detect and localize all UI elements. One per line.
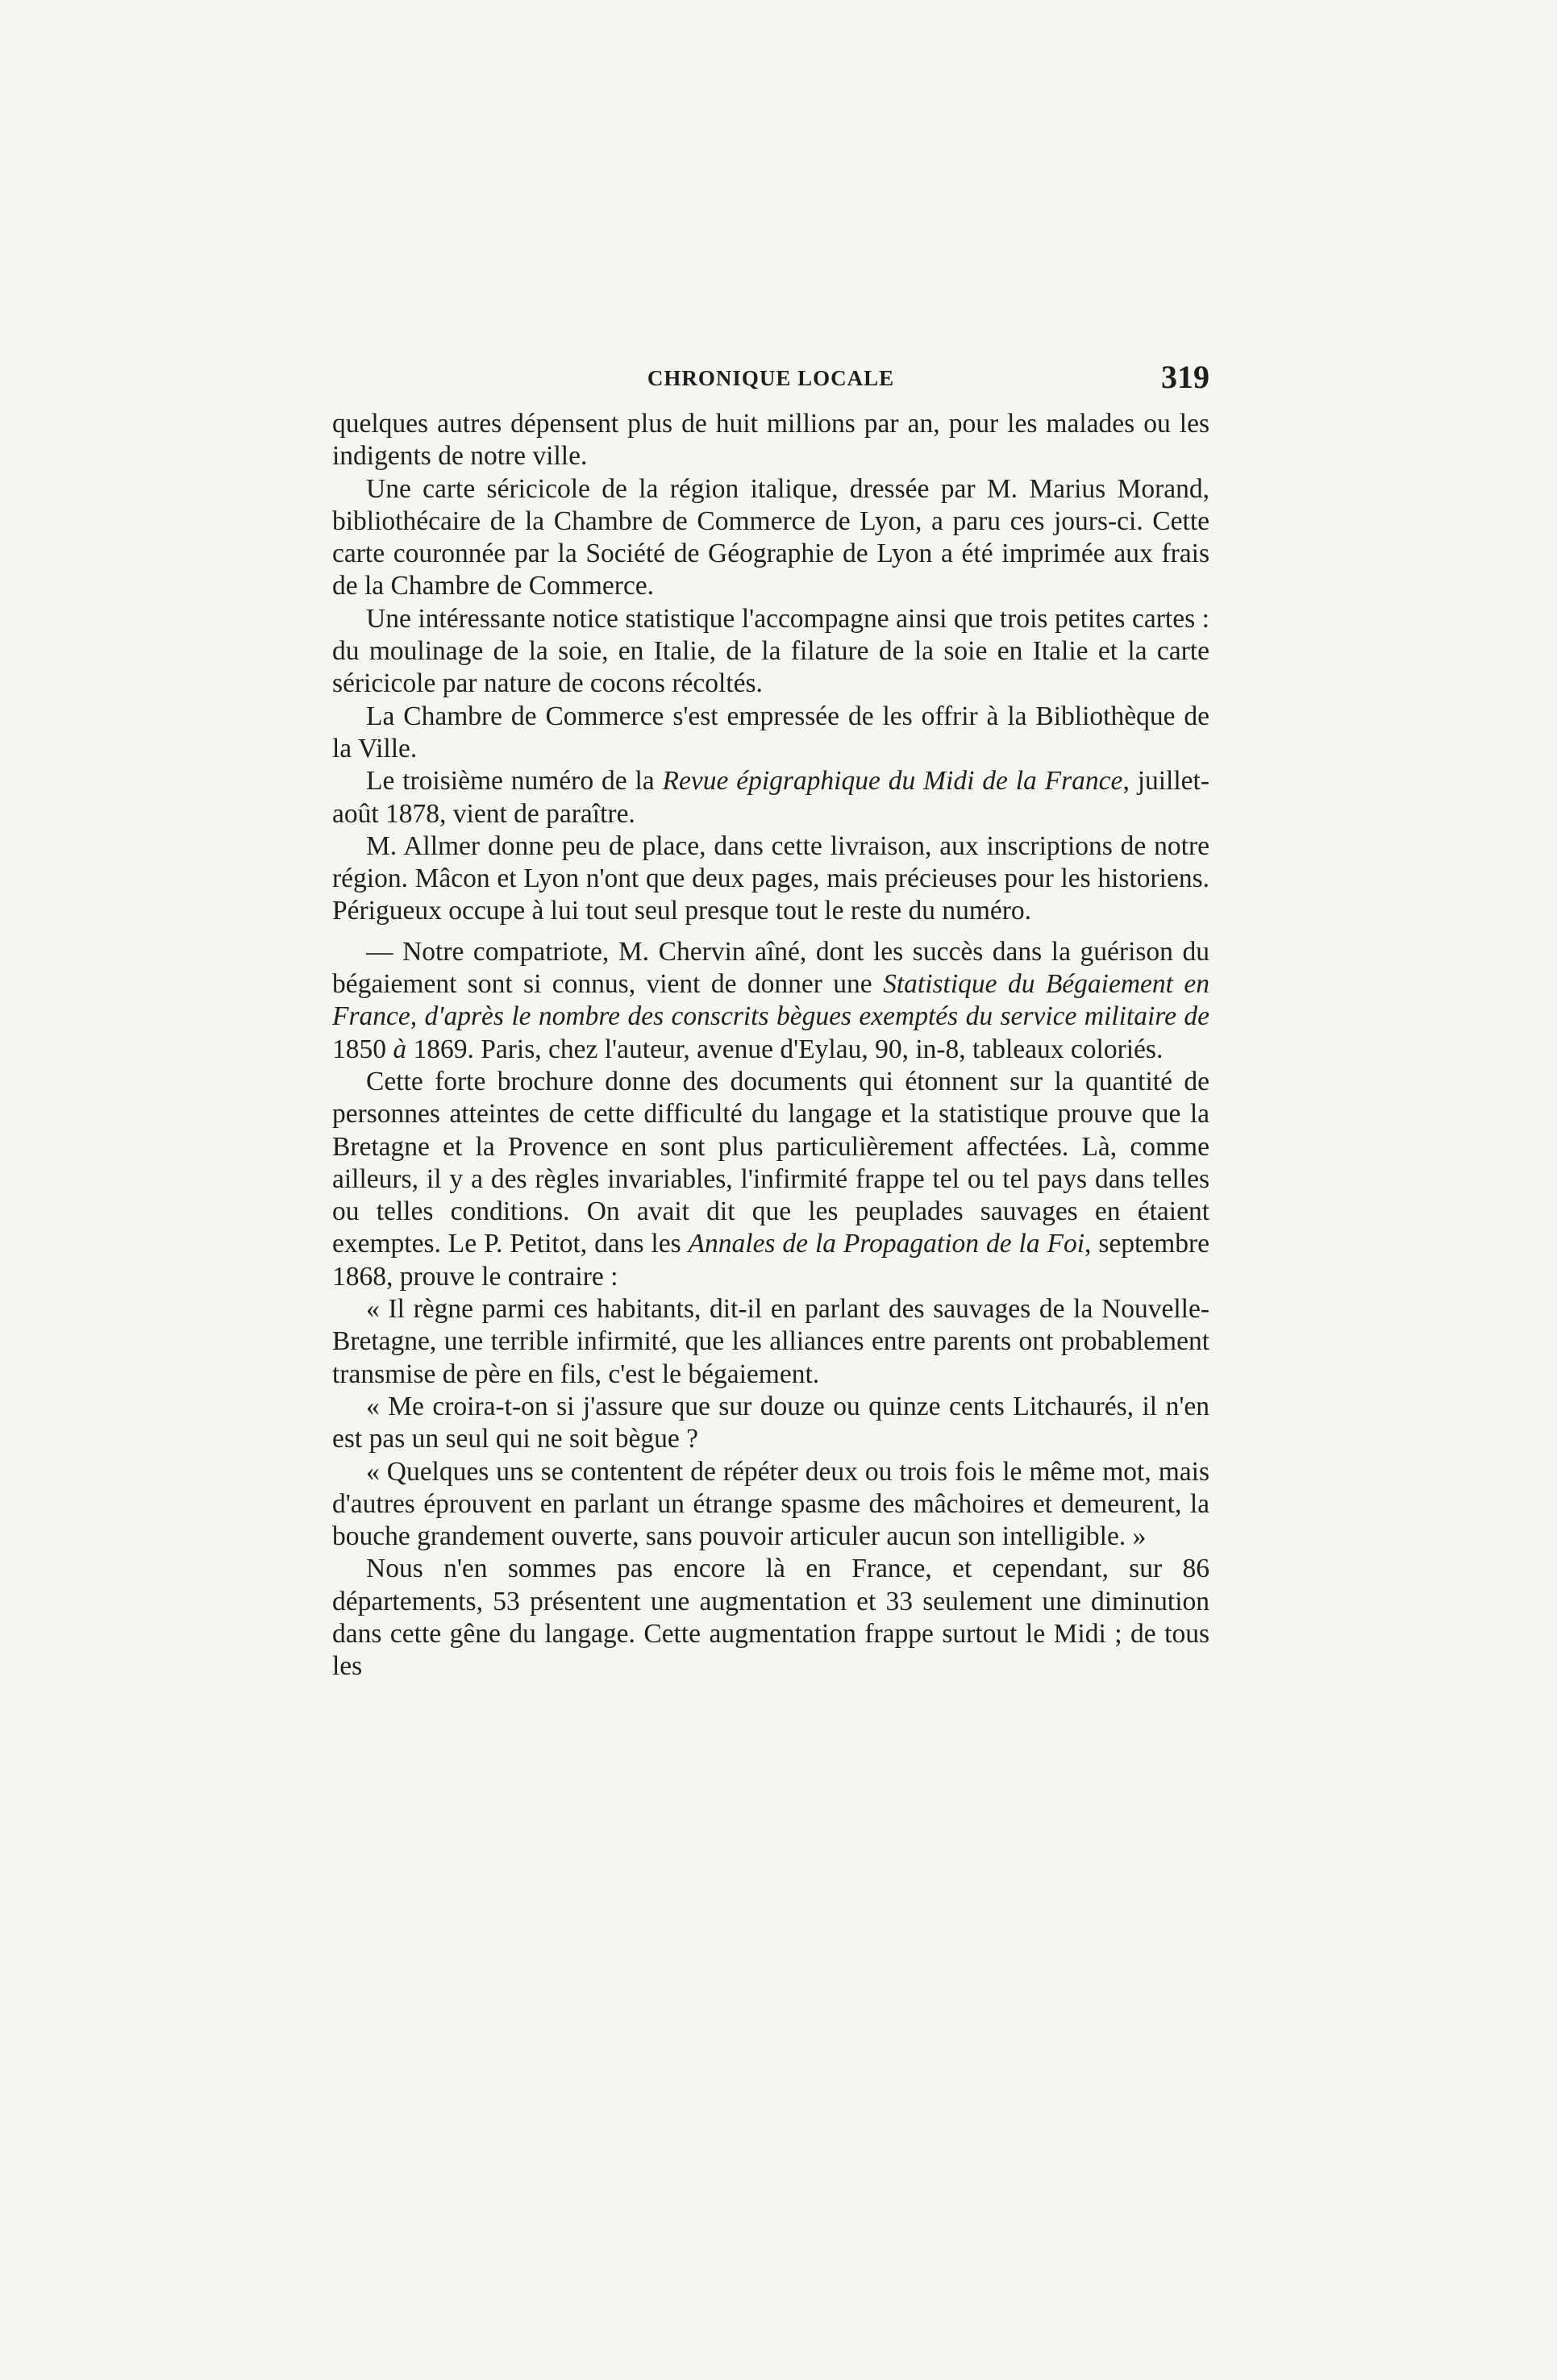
text-run: 1850: [332, 1034, 393, 1064]
text-run: , juillet-août 1878, vient de paraître.: [332, 766, 1210, 829]
text-run: , septembre 1868, prouve le contraire :: [332, 1229, 1209, 1292]
text-run: La Chambre de Commerce s'est empressée de les offrir à la Bibliothèque de la Ville.: [332, 701, 1209, 764]
paragraph: [332, 473, 1209, 603]
text-run: M. Allmer donne peu de place, dans cette livraison, aux inscriptions de notre région. Mâcon et Lyon n'ont que deux pages, mais précieuses pour les historiens. Périgueux occupe à lui tout seul presque tout le reste du numéro.: [332, 830, 1209, 926]
paragraph: [332, 1066, 1209, 1293]
text-run: Une carte séricicole de la région italique, dressée par M. Marius Morand, bibliothécaire de la Chambre de Commerce de Lyon, a paru ces jours-ci. Cette carte couronnée par la Société de Géographie de Lyon a été imprimée aux frais de la Chambre de Commerce.: [332, 473, 1209, 601]
italic-text: Annales de la Propagation de la Foi: [688, 1229, 1085, 1259]
text-run: « Quelques uns se contentent de répéter deux ou trois fois le même mot, mais d'autres éprouvent en parlant un étrange spasme des mâchoires et demeurent, la bouche grandement ouverte, sans pouvoir articuler aucun son intelligible. »: [332, 1456, 1209, 1552]
body-text: [332, 408, 1209, 1683]
running-header: [332, 355, 1209, 408]
paragraph: [332, 1391, 1209, 1456]
running-title: CHRONIQUE LOCALE: [647, 366, 895, 390]
text-run: Nous n'en sommes pas encore là en France, et cependant, sur 86 départements, 53 présentent une augmentation et 33 seulement une diminution dans cette gêne du langage. Cette augmentation frappe surtout le Midi ; de tous les: [332, 1554, 1209, 1682]
paragraph: [332, 1293, 1209, 1391]
text-run: 1869. Paris, chez l'auteur, avenue d'Eylau, 90, in-8, tableaux coloriés.: [406, 1034, 1164, 1064]
paragraph: [332, 1553, 1209, 1683]
book-page: [332, 355, 1209, 2032]
text-run: « Il règne parmi ces habitants, dit-il en parlant des sauvages de la Nouvelle-Bretagne, une terrible infirmité, que les alliances entre parents ont probablement transmise de père en fils, c'est le bégaiement.: [332, 1294, 1209, 1389]
paragraph: [332, 830, 1209, 928]
paragraph: [332, 603, 1209, 701]
text-run: quelques autres dépensent plus de huit millions par an, pour les malades ou les indigents de notre ville.: [332, 409, 1209, 472]
text-run: Une intéressante notice statistique l'accompagne ainsi que trois petites cartes : du moulinage de la soie, en Italie, de la filature de la soie en Italie et la carte séricicole par nature de cocons récoltés.: [332, 603, 1209, 699]
text-run: — Notre compatriote, M. Chervin aîné, dont les succès dans la guérison du bégaiement sont si connus, vient de donner une: [332, 936, 1209, 1000]
italic-text: Statistique du Bégaiement en France, d'après le nombre des conscrits bègues exemptés du service militaire de: [332, 969, 1209, 1032]
page-number: 319: [1161, 359, 1209, 395]
text-run: Le troisième numéro de la: [366, 766, 663, 797]
italic-text: à: [393, 1034, 407, 1064]
paragraph: [332, 1456, 1209, 1554]
paragraph: [332, 701, 1209, 766]
italic-text: Revue épigraphique du Midi de la France: [662, 766, 1123, 797]
paragraph: [332, 408, 1209, 473]
paragraph: [332, 936, 1209, 1066]
text-run: Cette forte brochure donne des documents qui étonnent sur la quantité de personnes atteintes de cette difficulté du langage et la statistique prouve que la Bretagne et la Provence en sont plus particulièrement affectées. Là, comme ailleurs, il y a des règles invariables, l'infirmité frappe tel ou tel pays dans telles ou telles conditions. On avait dit que les peuplades sauvages en étaient exemptes. Le P. Petitot, dans les: [332, 1066, 1209, 1259]
text-run: « Me croira-t-on si j'assure que sur douze ou quinze cents Litchaurés, il n'en est pas un seul qui ne soit bègue ?: [332, 1391, 1209, 1454]
paragraph: [332, 765, 1209, 830]
